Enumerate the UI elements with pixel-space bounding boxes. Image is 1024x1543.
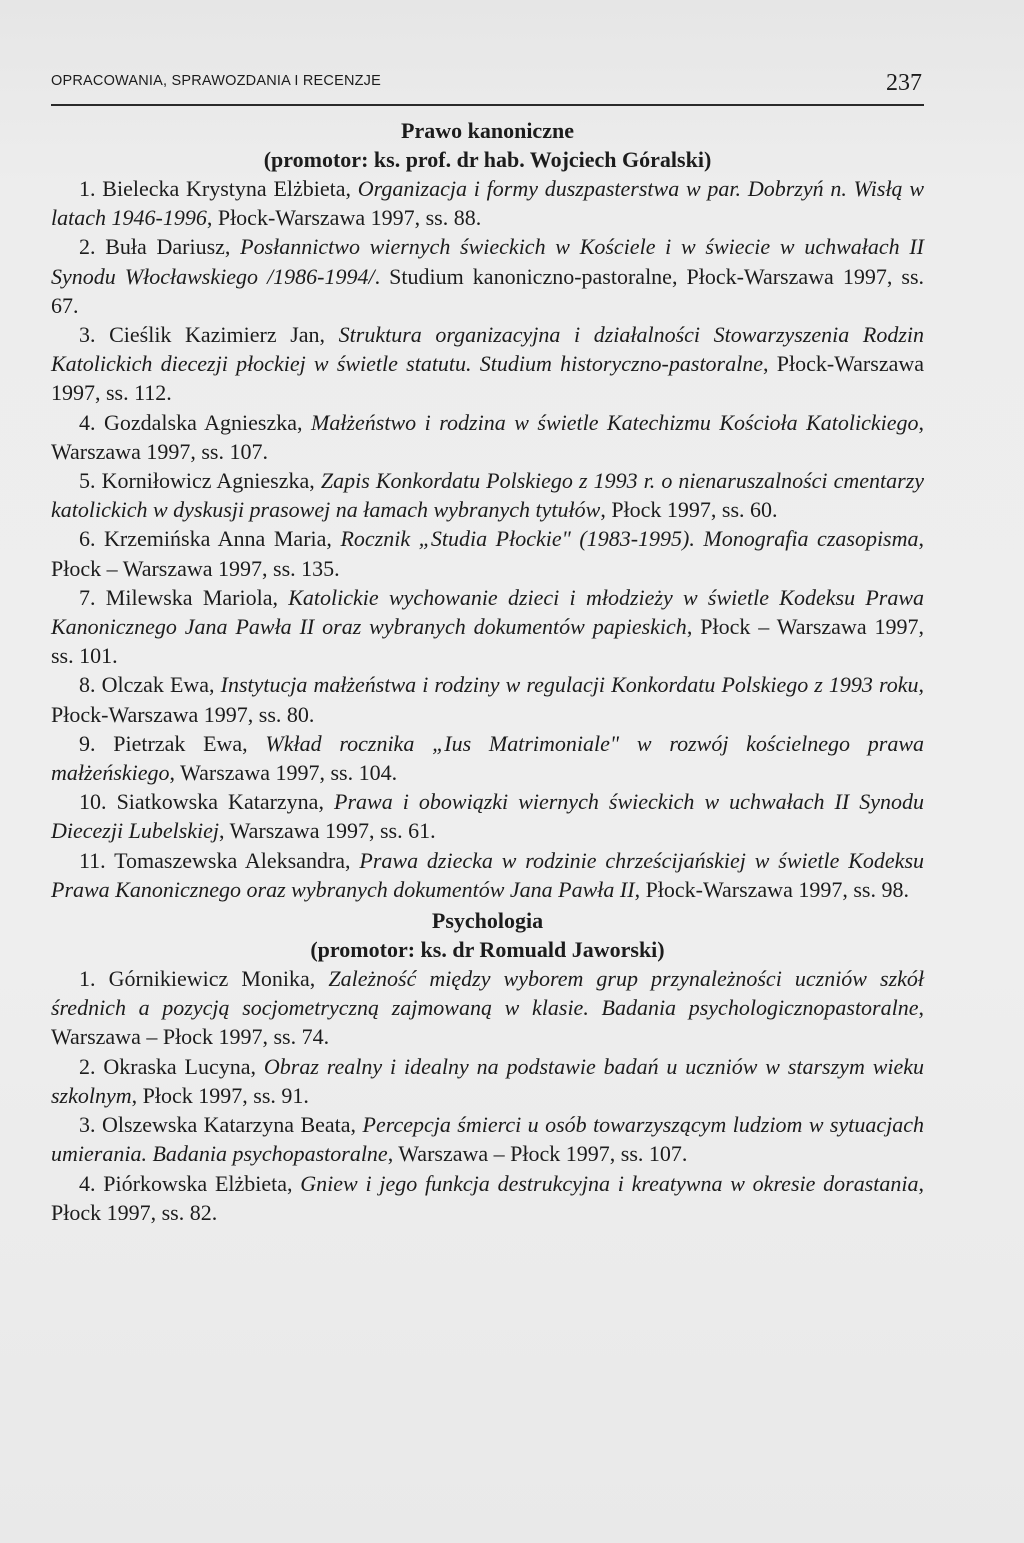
bibliography-entry: 8. Olczak Ewa, Instytucja małżeństwa i rodziny w regulacji Konkordatu Polskiego z 1993 roku, Płock-Warszawa 1997, ss. 80. xyxy=(51,672,925,727)
page-number: 237 xyxy=(886,70,922,96)
bibliography-entry: 2. Okraska Lucyna, Obraz realny i idealny na podstawie badań u uczniów w starszym wieku szkolnym, Płock 1997, ss. 91. xyxy=(51,1053,925,1108)
section-promotor: (promotor: ks. prof. dr hab. Wojciech Góralski) xyxy=(263,147,712,172)
bibliography-entry: 1. Bielecka Krystyna Elżbieta, Organizacja i formy duszpasterstwa w par. Dobrzyń n. Wisłą w latach 1946-1996, Płock-Warszawa 1997, ss. 88. xyxy=(51,176,925,231)
bibliography-entry: 2. Buła Dariusz, Posłannictwo wiernych świeckich w Kościele i w świecie w uchwałach II Synodu Włocławskiego /1986-1994/. Studium kanoniczno-pastoralne, Płock-Warszawa 1997, ss. 67. xyxy=(51,234,925,318)
section-psychologia xyxy=(51,906,924,1227)
bibliography-entry: 11. Tomaszewska Aleksandra, Prawa dziecka w rodzinie chrześcijańskiej w świetle Kodeksu Prawa Kanonicznego oraz wybranych dokumentów Jana Pawła II, Płock-Warszawa 1997, ss. 98. xyxy=(51,847,925,902)
bibliography-entry: 1. Górnikiewicz Monika, Zależność między wyborem grup przynależności uczniów szkół średnich a pozycją socjometryczną zajmowaną w klasie. Badania psychologicznopastoralne, Warszawa – Płock 1997, ss. 74. xyxy=(51,966,925,1050)
bibliography-entry: 4. Piórkowska Elżbieta, Gniew i jego funkcja destrukcyjna i kreatywna w okresie dorastania, Płock 1997, ss. 82. xyxy=(51,1170,925,1225)
bibliography-entry: 3. Cieślik Kazimierz Jan, Struktura organizacyjna i działalności Stowarzyszenia Rodzin Katolickich diecezji płockiej w świetle statutu. Studium historyczno-pastoralne, Płock-Warszawa 1997, ss. 112. xyxy=(51,322,925,406)
running-title: OPRACOWANIA, SPRAWOZDANIA I RECENZJE xyxy=(51,73,381,89)
bibliography-entry: 9. Pietrzak Ewa, Wkład rocznika „Ius Matrimoniale" w rozwój kościelnego prawa małżeńskiego, Warszawa 1997, ss. 104. xyxy=(51,730,924,786)
bibliography-entry: 4. Gozdalska Agnieszka, Małżeństwo i rodzina w świetle Katechizmu Kościoła Katolickiego, Warszawa 1997, ss. 107. xyxy=(51,409,925,464)
page-content xyxy=(51,116,924,1227)
bibliography-entry: 5. Korniłowicz Agnieszka, Zapis Konkordatu Polskiego z 1993 r. o nienaruszalności cmentarzy katolickich w dyskusji prasowej na łamach wybranych tytułów, Płock 1997, ss. 60. xyxy=(51,468,925,523)
section-prawo-kanoniczne xyxy=(51,116,924,904)
bibliography-entry: 6. Krzemińska Anna Maria, Rocznik „Studia Płockie" (1983-1995). Monografia czasopisma, Płock – Warszawa 1997, ss. 135. xyxy=(51,526,925,581)
section-title: Psychologia xyxy=(431,908,544,934)
bibliography-entry: 3. Olszewska Katarzyna Beata, Percepcja śmierci u osób towarzyszącym ludziom w sytuacjach umierania. Badania psychopastoralne, Warszawa – Płock 1997, ss. 107. xyxy=(51,1112,924,1167)
bibliography-entry: 7. Milewska Mariola, Katolickie wychowanie dzieci i młodzieży w świetle Kodeksu Prawa Kanonicznego Jana Pawła II oraz wybranych dokumentów papieskich, Płock – Warszawa 1997, ss. 101. xyxy=(51,584,925,669)
bibliography-entry: 10. Siatkowska Katarzyna, Prawa i obowiązki wiernych świeckich w uchwałach II Synodu Diecezji Lubelskiej, Warszawa 1997, ss. 61. xyxy=(51,789,925,844)
running-head xyxy=(51,68,924,106)
section-promotor: (promotor: ks. dr Romuald Jaworski) xyxy=(310,937,665,963)
section-title: Prawo kanoniczne xyxy=(401,118,574,143)
